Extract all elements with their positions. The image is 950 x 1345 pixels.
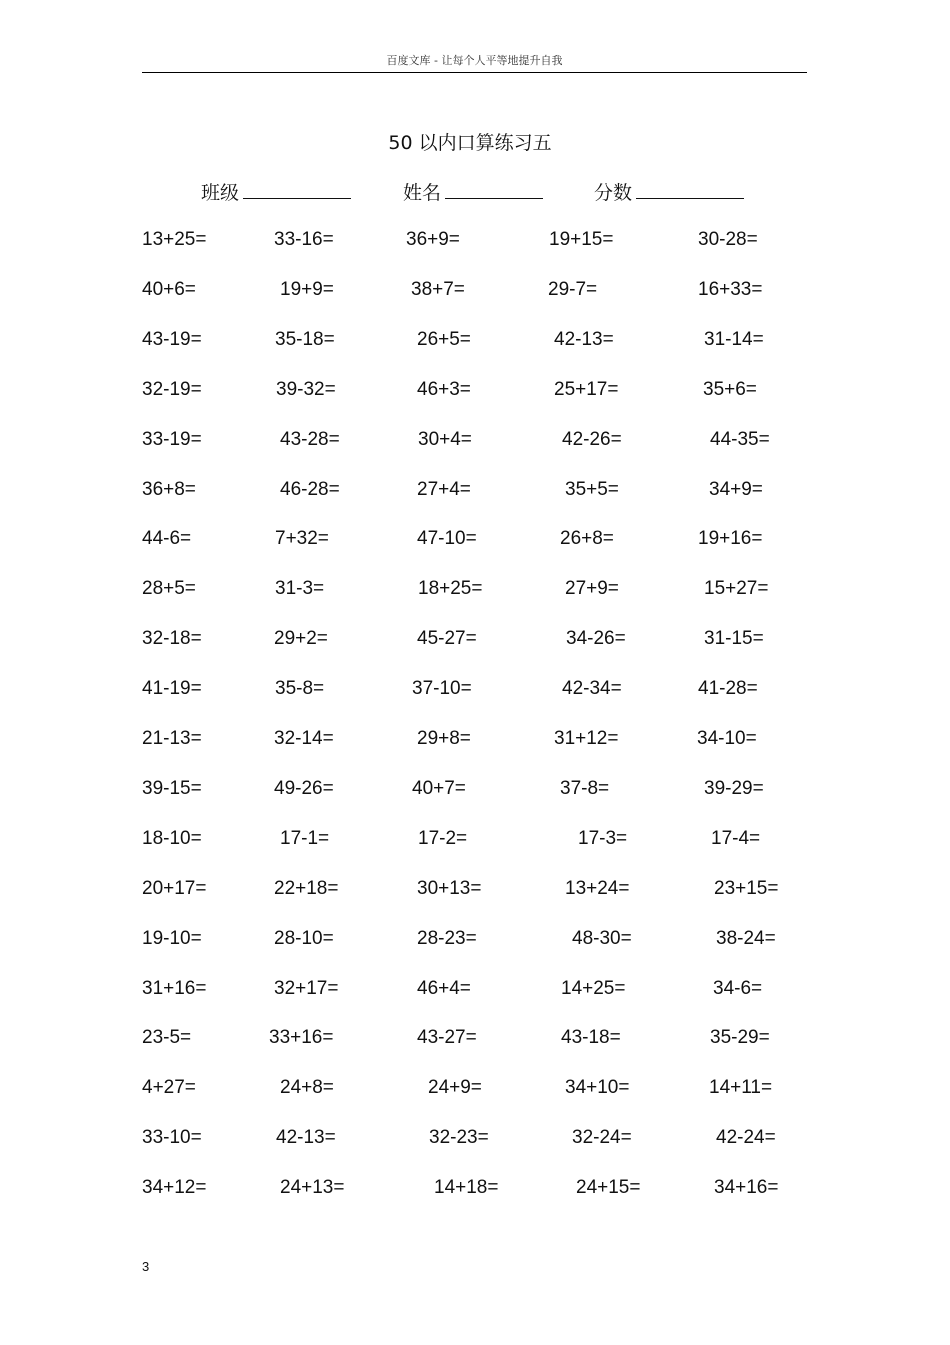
problem-row: [0, 828, 950, 852]
problem: 32-24=: [572, 1127, 632, 1149]
score-blank[interactable]: [636, 178, 744, 199]
problem-row: [0, 1127, 950, 1151]
problem: 13+25=: [142, 229, 207, 250]
problem: 40+6=: [142, 278, 196, 300]
problem: 15+27=: [704, 578, 769, 600]
problem: 33-10=: [142, 1127, 202, 1149]
problem: 27+9=: [565, 578, 619, 600]
problem: 38-24=: [716, 927, 776, 949]
problem-row: [0, 329, 950, 353]
problem: 28-23=: [417, 927, 477, 949]
problem-row: [0, 1077, 950, 1101]
problem: 37-10=: [412, 678, 472, 700]
problem: 31-14=: [704, 328, 764, 350]
problem: 17-2=: [418, 827, 468, 849]
problem: 35-8=: [275, 678, 325, 700]
problem: 36+9=: [406, 229, 460, 250]
problem-row: [0, 1177, 950, 1201]
problem: 29+2=: [274, 628, 328, 650]
problem: 40+7=: [412, 777, 466, 799]
problem: 43-27=: [417, 1027, 477, 1049]
problem: 35+5=: [565, 478, 619, 500]
problem: 18+25=: [418, 578, 483, 600]
problem: 32-14=: [274, 728, 334, 749]
problem: 32-19=: [142, 378, 202, 400]
problem: 30+4=: [418, 428, 472, 450]
problem: 19-10=: [142, 927, 202, 949]
problem: 31+12=: [554, 728, 619, 749]
problem: 35-18=: [275, 328, 335, 350]
problem: 28-10=: [274, 927, 334, 949]
problem: 35-29=: [710, 1027, 770, 1049]
header-rule: [142, 72, 807, 73]
problem: 24+15=: [576, 1177, 641, 1199]
problem-row: [0, 279, 950, 303]
problem-row: [0, 578, 950, 602]
problem: 42-34=: [562, 678, 622, 700]
problem: 39-15=: [142, 777, 202, 799]
problem: 29-7=: [548, 278, 598, 300]
problem: 14+25=: [561, 977, 626, 999]
problem-row: [0, 678, 950, 702]
problem: 33-16=: [274, 229, 334, 250]
worksheet-title: 50 以内口算练习五: [388, 132, 552, 154]
problem-row: [0, 528, 950, 552]
problem: 14+11=: [709, 1077, 773, 1099]
problem: 48-30=: [572, 927, 632, 949]
problem: 46-28=: [280, 478, 340, 500]
name-label: 姓名: [403, 182, 442, 204]
problem: 34-10=: [697, 728, 757, 749]
problem: 18-10=: [142, 827, 202, 849]
problem: 17-1=: [280, 827, 330, 849]
problem: 41-28=: [698, 678, 758, 700]
problem: 23-5=: [142, 1027, 192, 1049]
problem: 34-26=: [566, 628, 626, 650]
score-field: [594, 178, 744, 205]
class-field: [201, 178, 351, 205]
problem-row: [0, 429, 950, 453]
problem: 39-29=: [704, 777, 764, 799]
problem: 13+24=: [565, 877, 630, 899]
problem: 34-6=: [713, 977, 763, 999]
problem: 38+7=: [411, 278, 465, 300]
problem: 27+4=: [417, 478, 471, 500]
name-blank[interactable]: [445, 178, 543, 199]
problem: 42-24=: [716, 1127, 776, 1149]
problem: 26+8=: [560, 528, 614, 550]
problem-row: [0, 728, 950, 752]
problem-row: [0, 928, 950, 952]
problem: 31-3=: [275, 578, 325, 600]
problem: 33+16=: [269, 1027, 334, 1049]
problem: 34+10=: [565, 1077, 630, 1099]
problem: 24+9=: [428, 1077, 482, 1099]
problem: 35+6=: [703, 378, 757, 400]
problem: 20+17=: [142, 877, 207, 899]
problem-row: [0, 878, 950, 902]
problem: 19+9=: [280, 278, 334, 300]
page-number: 3: [142, 1259, 150, 1274]
class-blank[interactable]: [243, 178, 351, 199]
problem: 47-10=: [417, 528, 477, 550]
problem: 44-6=: [142, 528, 192, 550]
problem-row: [0, 778, 950, 802]
problem-row: [0, 379, 950, 403]
problem: 24+13=: [280, 1177, 345, 1199]
problem: 4+27=: [142, 1077, 196, 1099]
score-label: 分数: [594, 182, 633, 204]
problem: 29+8=: [417, 728, 471, 749]
problem: 17-3=: [578, 827, 628, 849]
problem: 30-28=: [698, 229, 758, 250]
problem: 46+4=: [417, 977, 471, 999]
problem: 14+18=: [434, 1177, 499, 1199]
problem: 32-18=: [142, 628, 202, 650]
problem: 34+16=: [714, 1177, 779, 1199]
problem: 34+12=: [142, 1177, 207, 1199]
problem: 30+13=: [417, 877, 482, 899]
problem: 22+18=: [274, 877, 339, 899]
problem: 49-26=: [274, 777, 334, 799]
problem-row: [0, 479, 950, 503]
problem: 7+32=: [275, 528, 329, 550]
problem: 31-15=: [704, 628, 764, 650]
problem: 21-13=: [142, 728, 202, 749]
problem: 24+8=: [280, 1077, 334, 1099]
problem-row: [0, 628, 950, 652]
class-label: 班级: [201, 182, 240, 204]
problem: 43-18=: [561, 1027, 621, 1049]
page-header: 百度文库 - 让每个人平等地提升自我: [386, 54, 563, 67]
problem: 28+5=: [142, 578, 196, 600]
problem: 43-19=: [142, 328, 202, 350]
problem-row: [0, 229, 950, 253]
problem: 26+5=: [417, 328, 471, 350]
problem: 33-19=: [142, 428, 202, 450]
problem: 42-13=: [276, 1127, 336, 1149]
problem: 46+3=: [417, 378, 471, 400]
problem: 32+17=: [274, 977, 339, 999]
problem: 36+8=: [142, 478, 196, 500]
problem: 17-4=: [711, 827, 761, 849]
problem: 32-23=: [429, 1127, 489, 1149]
problem: 16+33=: [698, 278, 763, 300]
problem: 23+15=: [714, 877, 779, 899]
problem-row: [0, 1027, 950, 1051]
name-field: [403, 178, 543, 205]
problem: 19+15=: [549, 229, 614, 250]
problem: 41-19=: [142, 678, 202, 700]
problem: 25+17=: [554, 378, 619, 400]
problem: 19+16=: [698, 528, 763, 550]
problem-row: [0, 978, 950, 1002]
problem: 34+9=: [709, 478, 763, 500]
problem: 45-27=: [417, 628, 477, 650]
problem: 44-35=: [710, 428, 770, 450]
problem: 43-28=: [280, 428, 340, 450]
problem: 42-13=: [554, 328, 614, 350]
problem: 31+16=: [142, 977, 207, 999]
problem: 42-26=: [562, 428, 622, 450]
problem: 39-32=: [276, 378, 336, 400]
problem: 37-8=: [560, 777, 610, 799]
